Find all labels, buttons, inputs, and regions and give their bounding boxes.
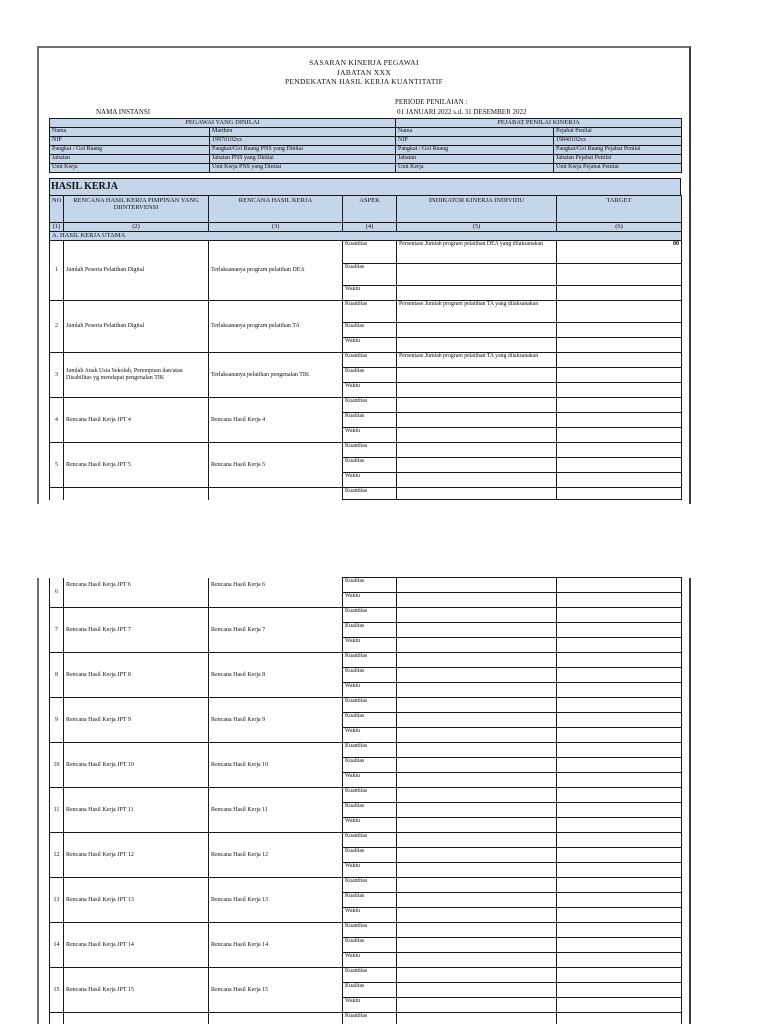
hasil-kerja-table-continued	[49, 577, 682, 1024]
indikator-cell	[397, 443, 557, 458]
row-pimpinan: Rencana Hasil Kerja JPT 6	[64, 578, 209, 608]
indikator-cell	[397, 428, 557, 443]
row-pimpinan: Jumlah Anak Usia Sekolah, Perempuan dan/atau Disabilitas yg mendapat pengenalan TIK	[64, 353, 209, 398]
row-no: 7	[50, 608, 64, 653]
row-no: 5	[50, 443, 64, 488]
aspek-kualitas: Kualitas	[343, 848, 397, 863]
row-rencana: Rencana Hasil Kerja 9	[209, 698, 343, 743]
row-rencana: Rencana Hasil Kerja 5	[209, 443, 343, 488]
indikator-cell	[397, 1013, 557, 1024]
aspek-kualitas: Kualitas	[343, 668, 397, 683]
aspek-waktu: Waktu	[343, 338, 397, 353]
indikator-cell	[397, 653, 557, 668]
target-cell	[557, 593, 682, 608]
aspek-waktu: Waktu	[343, 773, 397, 788]
indikator-cell	[397, 623, 557, 638]
aspek-kuantitas: Kuantitas	[343, 1013, 397, 1024]
indikator-cell	[397, 338, 557, 353]
row-pimpinan: Rencana Hasil Kerja JPT 8	[64, 653, 209, 698]
col-number: (1)	[50, 223, 64, 232]
instansi-label: NAMA INSTANSI	[96, 108, 151, 116]
table-row	[50, 241, 682, 264]
row-no: 4	[50, 398, 64, 443]
row-rencana: Rencana Hasil Kerja 10	[209, 743, 343, 788]
pejabat-value: Pejabat Penilai	[554, 128, 682, 137]
table-row	[50, 968, 682, 983]
info-table	[49, 118, 682, 173]
target-cell	[557, 773, 682, 788]
row-rencana	[209, 488, 343, 500]
row-no: 3	[50, 353, 64, 398]
table-row	[50, 578, 682, 593]
aspek-waktu: Waktu	[343, 638, 397, 653]
aspek-waktu: Waktu	[343, 593, 397, 608]
aspek-kualitas: Kualitas	[343, 713, 397, 728]
row-rencana: Rencana Hasil Kerja 13	[209, 878, 343, 923]
hasil-kerja-table	[49, 195, 682, 500]
title-line-1: SASARAN KINERJA PEGAWAI	[309, 58, 419, 67]
aspek-kualitas: Kualitas	[343, 938, 397, 953]
target-cell	[557, 653, 682, 668]
target-cell	[557, 1013, 682, 1024]
row-rencana: Rencana Hasil Kerja 14	[209, 923, 343, 968]
target-cell	[557, 713, 682, 728]
target-cell	[557, 413, 682, 428]
indikator-cell	[397, 743, 557, 758]
aspek-waktu: Waktu	[343, 473, 397, 488]
table-row	[50, 398, 682, 413]
pejabat-header: PEJABAT PENILAI KINERJA	[396, 119, 682, 128]
pejabat-value: 19840102xx	[554, 137, 682, 146]
aspek-kuantitas: Kuantitas	[343, 968, 397, 983]
indikator-cell	[397, 983, 557, 998]
row-rencana: Rencana Hasil Kerja 12	[209, 833, 343, 878]
pejabat-label: Pangkat / Gol Ruang	[396, 146, 554, 155]
row-no	[50, 1013, 64, 1024]
aspek-kualitas: Kualitas	[343, 623, 397, 638]
target-cell	[557, 758, 682, 773]
indikator-cell	[397, 758, 557, 773]
indikator-cell	[397, 683, 557, 698]
target-cell	[557, 803, 682, 818]
row-no: 14	[50, 923, 64, 968]
pegawai-value: Pangkat/Gol Ruang PNS yang Dinilai	[210, 146, 396, 155]
target-cell	[557, 833, 682, 848]
row-no: 12	[50, 833, 64, 878]
info-row	[50, 146, 682, 155]
indikator-cell	[397, 413, 557, 428]
col-number: (6)	[557, 223, 682, 232]
pegawai-value: 19970102xx	[210, 137, 396, 146]
row-pimpinan: Rencana Hasil Kerja JPT 5	[64, 443, 209, 488]
row-no: 11	[50, 788, 64, 833]
aspek-kualitas: Kualitas	[343, 368, 397, 383]
target-cell	[557, 443, 682, 458]
row-rencana: Terlaksananya program pelatihan DEA	[209, 241, 343, 301]
indikator-cell	[397, 893, 557, 908]
indikator-cell	[397, 323, 557, 338]
row-no: 1	[50, 241, 64, 301]
row-indikator: Persentase Jumlah program pelatihan TA yang dilaksanakan	[397, 301, 557, 323]
row-no	[50, 488, 64, 500]
hasil-kerja-title: HASIL KERJA	[49, 178, 681, 195]
indikator-cell	[397, 713, 557, 728]
aspek-kualitas: Kualitas	[343, 803, 397, 818]
aspek-kuantitas: Kuantitas	[343, 608, 397, 623]
row-rencana: Rencana Hasil Kerja 15	[209, 968, 343, 1013]
aspek-kuantitas: Kuantitas	[343, 301, 397, 323]
col-header-indikator: INDIKATOR KINERJA INDIVIDU	[397, 196, 557, 223]
target-cell	[557, 638, 682, 653]
aspek-waktu: Waktu	[343, 683, 397, 698]
target-cell	[557, 923, 682, 938]
aspek-kuantitas: Kuantitas	[343, 653, 397, 668]
indikator-cell	[397, 638, 557, 653]
pegawai-label: Pangkat / Gol Ruang	[50, 146, 210, 155]
target-cell	[557, 893, 682, 908]
indikator-cell	[397, 803, 557, 818]
target-cell	[557, 473, 682, 488]
table-row	[50, 301, 682, 323]
row-target	[557, 353, 682, 368]
col-number: (4)	[343, 223, 397, 232]
aspek-kuantitas: Kuantitas	[343, 241, 397, 264]
row-pimpinan: Rencana Hasil Kerja JPT 11	[64, 788, 209, 833]
aspek-kualitas: Kualitas	[343, 578, 397, 593]
indikator-cell	[397, 968, 557, 983]
row-pimpinan: Rencana Hasil Kerja JPT 14	[64, 923, 209, 968]
row-no: 6	[50, 578, 64, 608]
col-number: (3)	[209, 223, 343, 232]
pejabat-label: Unit Kerja	[396, 164, 554, 173]
indikator-cell	[397, 923, 557, 938]
indikator-cell	[397, 833, 557, 848]
target-cell	[557, 668, 682, 683]
aspek-kuantitas: Kuantitas	[343, 698, 397, 713]
row-rencana: Rencana Hasil Kerja 8	[209, 653, 343, 698]
row-rencana: Terlaksananya pelatihan pengenalan TIK	[209, 353, 343, 398]
row-target: 80	[557, 241, 682, 264]
table-row	[50, 653, 682, 668]
aspek-kuantitas: Kuantitas	[343, 488, 397, 500]
target-cell	[557, 398, 682, 413]
indikator-cell	[397, 998, 557, 1013]
indikator-cell	[397, 473, 557, 488]
target-cell	[557, 264, 682, 286]
pegawai-label: Nama	[50, 128, 210, 137]
document-title	[39, 58, 689, 87]
target-cell	[557, 938, 682, 953]
aspek-waktu: Waktu	[343, 998, 397, 1013]
target-cell	[557, 458, 682, 473]
indikator-cell	[397, 458, 557, 473]
table-row	[50, 1013, 682, 1024]
col-header-aspek: ASPEK	[343, 196, 397, 223]
pejabat-value: Pangkat/Gol Ruang Pejabat Penilai	[554, 146, 682, 155]
pegawai-value: Unit Kerja PNS yang Dinilai	[210, 164, 396, 173]
row-no: 8	[50, 653, 64, 698]
aspek-waktu: Waktu	[343, 908, 397, 923]
pejabat-label: NIP	[396, 137, 554, 146]
title-line-2: JABATAN XXX	[336, 67, 392, 77]
col-header-pimpinan: RENCANA HASIL KERJA PIMPINAN YANG DIINTERVENSI	[64, 196, 209, 223]
pejabat-label: Jabatan	[396, 155, 554, 164]
row-pimpinan: Jumlah Peserta Pelatihan Digital	[64, 301, 209, 353]
row-rencana: Terlaksananya program pelatihan TA	[209, 301, 343, 353]
aspek-kuantitas: Kuantitas	[343, 878, 397, 893]
aspek-waktu: Waktu	[343, 728, 397, 743]
pejabat-label: Nama	[396, 128, 554, 137]
indikator-cell	[397, 488, 557, 500]
aspek-kualitas: Kualitas	[343, 893, 397, 908]
col-number: (2)	[64, 223, 209, 232]
pejabat-value: Jabatan Pejabat Penilai	[554, 155, 682, 164]
table-row	[50, 833, 682, 848]
table-row	[50, 698, 682, 713]
indikator-cell	[397, 383, 557, 398]
indikator-cell	[397, 286, 557, 301]
table-row	[50, 788, 682, 803]
info-row	[50, 137, 682, 146]
pegawai-value: Marthen	[210, 128, 396, 137]
col-number: (5)	[397, 223, 557, 232]
aspek-kuantitas: Kuantitas	[343, 923, 397, 938]
row-rencana: Rencana Hasil Kerja 6	[209, 578, 343, 608]
indikator-cell	[397, 773, 557, 788]
target-cell	[557, 818, 682, 833]
aspek-waktu: Waktu	[343, 818, 397, 833]
target-cell	[557, 368, 682, 383]
row-no: 13	[50, 878, 64, 923]
indikator-cell	[397, 264, 557, 286]
indikator-cell	[397, 368, 557, 383]
table-row	[50, 878, 682, 893]
aspek-kualitas: Kualitas	[343, 323, 397, 338]
row-indikator: Persentase Jumlah program pelatihan DEA yang dilaksanakan	[397, 241, 557, 264]
target-cell	[557, 608, 682, 623]
aspek-kualitas: Kualitas	[343, 758, 397, 773]
pegawai-label: Jabatan	[50, 155, 210, 164]
aspek-kuantitas: Kuantitas	[343, 443, 397, 458]
indikator-cell	[397, 398, 557, 413]
target-cell	[557, 863, 682, 878]
aspek-kuantitas: Kuantitas	[343, 788, 397, 803]
aspek-kuantitas: Kuantitas	[343, 353, 397, 368]
indikator-cell	[397, 728, 557, 743]
periode-label: PERIODE PENILAIAN :	[395, 98, 468, 106]
target-cell	[557, 878, 682, 893]
info-row	[50, 164, 682, 173]
aspek-kualitas: Kualitas	[343, 458, 397, 473]
target-cell	[557, 428, 682, 443]
target-cell	[557, 286, 682, 301]
aspek-kuantitas: Kuantitas	[343, 398, 397, 413]
row-indikator: Persentase Jumlah program pelatihan TA yang dilaksanakan	[397, 353, 557, 368]
aspek-kuantitas: Kuantitas	[343, 743, 397, 758]
aspek-waktu: Waktu	[343, 383, 397, 398]
table-row	[50, 608, 682, 623]
target-cell	[557, 383, 682, 398]
target-cell	[557, 848, 682, 863]
row-pimpinan: Rencana Hasil Kerja JPT 9	[64, 698, 209, 743]
aspek-waktu: Waktu	[343, 953, 397, 968]
target-cell	[557, 488, 682, 500]
col-header-target: TARGET	[557, 196, 682, 223]
target-cell	[557, 728, 682, 743]
row-pimpinan: Rencana Hasil Kerja JPT 4	[64, 398, 209, 443]
row-rencana: Rencana Hasil Kerja 7	[209, 608, 343, 653]
indikator-cell	[397, 698, 557, 713]
row-rencana: Rencana Hasil Kerja 4	[209, 398, 343, 443]
target-cell	[557, 788, 682, 803]
row-pimpinan: Rencana Hasil Kerja JPT 13	[64, 878, 209, 923]
indikator-cell	[397, 818, 557, 833]
row-no: 2	[50, 301, 64, 353]
section-title: A. HASIL KERJA UTAMA	[50, 232, 682, 241]
aspek-kualitas: Kualitas	[343, 983, 397, 998]
col-header-rencana: RENCANA HASIL KERJA	[209, 196, 343, 223]
info-row	[50, 128, 682, 137]
indikator-cell	[397, 788, 557, 803]
indikator-cell	[397, 593, 557, 608]
periode-value: 01 JANUARI 2022 s.d. 31 DESEMBER 2022	[397, 108, 527, 116]
target-cell	[557, 578, 682, 593]
row-pimpinan: Rencana Hasil Kerja JPT 15	[64, 968, 209, 1013]
target-cell	[557, 953, 682, 968]
row-pimpinan: Jumlah Peserta Pelatihan Digital	[64, 241, 209, 301]
indikator-cell	[397, 848, 557, 863]
title-line-3: PENDEKATAN HASIL KERJA KUANTITATIF	[284, 77, 444, 86]
col-header-no: NO	[50, 196, 64, 223]
indikator-cell	[397, 863, 557, 878]
row-target	[557, 301, 682, 323]
target-cell	[557, 683, 682, 698]
table-row	[50, 923, 682, 938]
pegawai-header: PEGAWAI YANG DINILAI	[50, 119, 396, 128]
table-row	[50, 353, 682, 368]
table-row	[50, 743, 682, 758]
target-cell	[557, 743, 682, 758]
table-row	[50, 488, 682, 500]
row-pimpinan: Rencana Hasil Kerja JPT 10	[64, 743, 209, 788]
aspek-kualitas: Kualitas	[343, 413, 397, 428]
document-page-1	[37, 46, 691, 504]
aspek-waktu: Waktu	[343, 863, 397, 878]
aspek-kualitas: Kualitas	[343, 264, 397, 286]
target-cell	[557, 983, 682, 998]
row-pimpinan: Rencana Hasil Kerja JPT 7	[64, 608, 209, 653]
pegawai-label: Unit Kerja	[50, 164, 210, 173]
table-row	[50, 443, 682, 458]
indikator-cell	[397, 953, 557, 968]
indikator-cell	[397, 878, 557, 893]
row-no: 15	[50, 968, 64, 1013]
info-row	[50, 155, 682, 164]
pegawai-label: NIP	[50, 137, 210, 146]
row-rencana: Rencana Hasil Kerja 11	[209, 788, 343, 833]
pejabat-value: Unit Kerja Pejabat Penilai	[554, 164, 682, 173]
target-cell	[557, 908, 682, 923]
row-pimpinan	[64, 1013, 209, 1024]
indikator-cell	[397, 578, 557, 593]
target-cell	[557, 968, 682, 983]
target-cell	[557, 698, 682, 713]
row-no: 10	[50, 743, 64, 788]
indikator-cell	[397, 908, 557, 923]
indikator-cell	[397, 668, 557, 683]
indikator-cell	[397, 938, 557, 953]
pegawai-value: Jabatan PNS yang Dinilai	[210, 155, 396, 164]
target-cell	[557, 338, 682, 353]
row-no: 9	[50, 698, 64, 743]
target-cell	[557, 323, 682, 338]
target-cell	[557, 998, 682, 1013]
aspek-waktu: Waktu	[343, 286, 397, 301]
row-rencana	[209, 1013, 343, 1024]
aspek-waktu: Waktu	[343, 428, 397, 443]
row-pimpinan: Rencana Hasil Kerja JPT 12	[64, 833, 209, 878]
target-cell	[557, 623, 682, 638]
indikator-cell	[397, 608, 557, 623]
document-page-2	[37, 578, 691, 1024]
row-pimpinan	[64, 488, 209, 500]
aspek-kuantitas: Kuantitas	[343, 833, 397, 848]
